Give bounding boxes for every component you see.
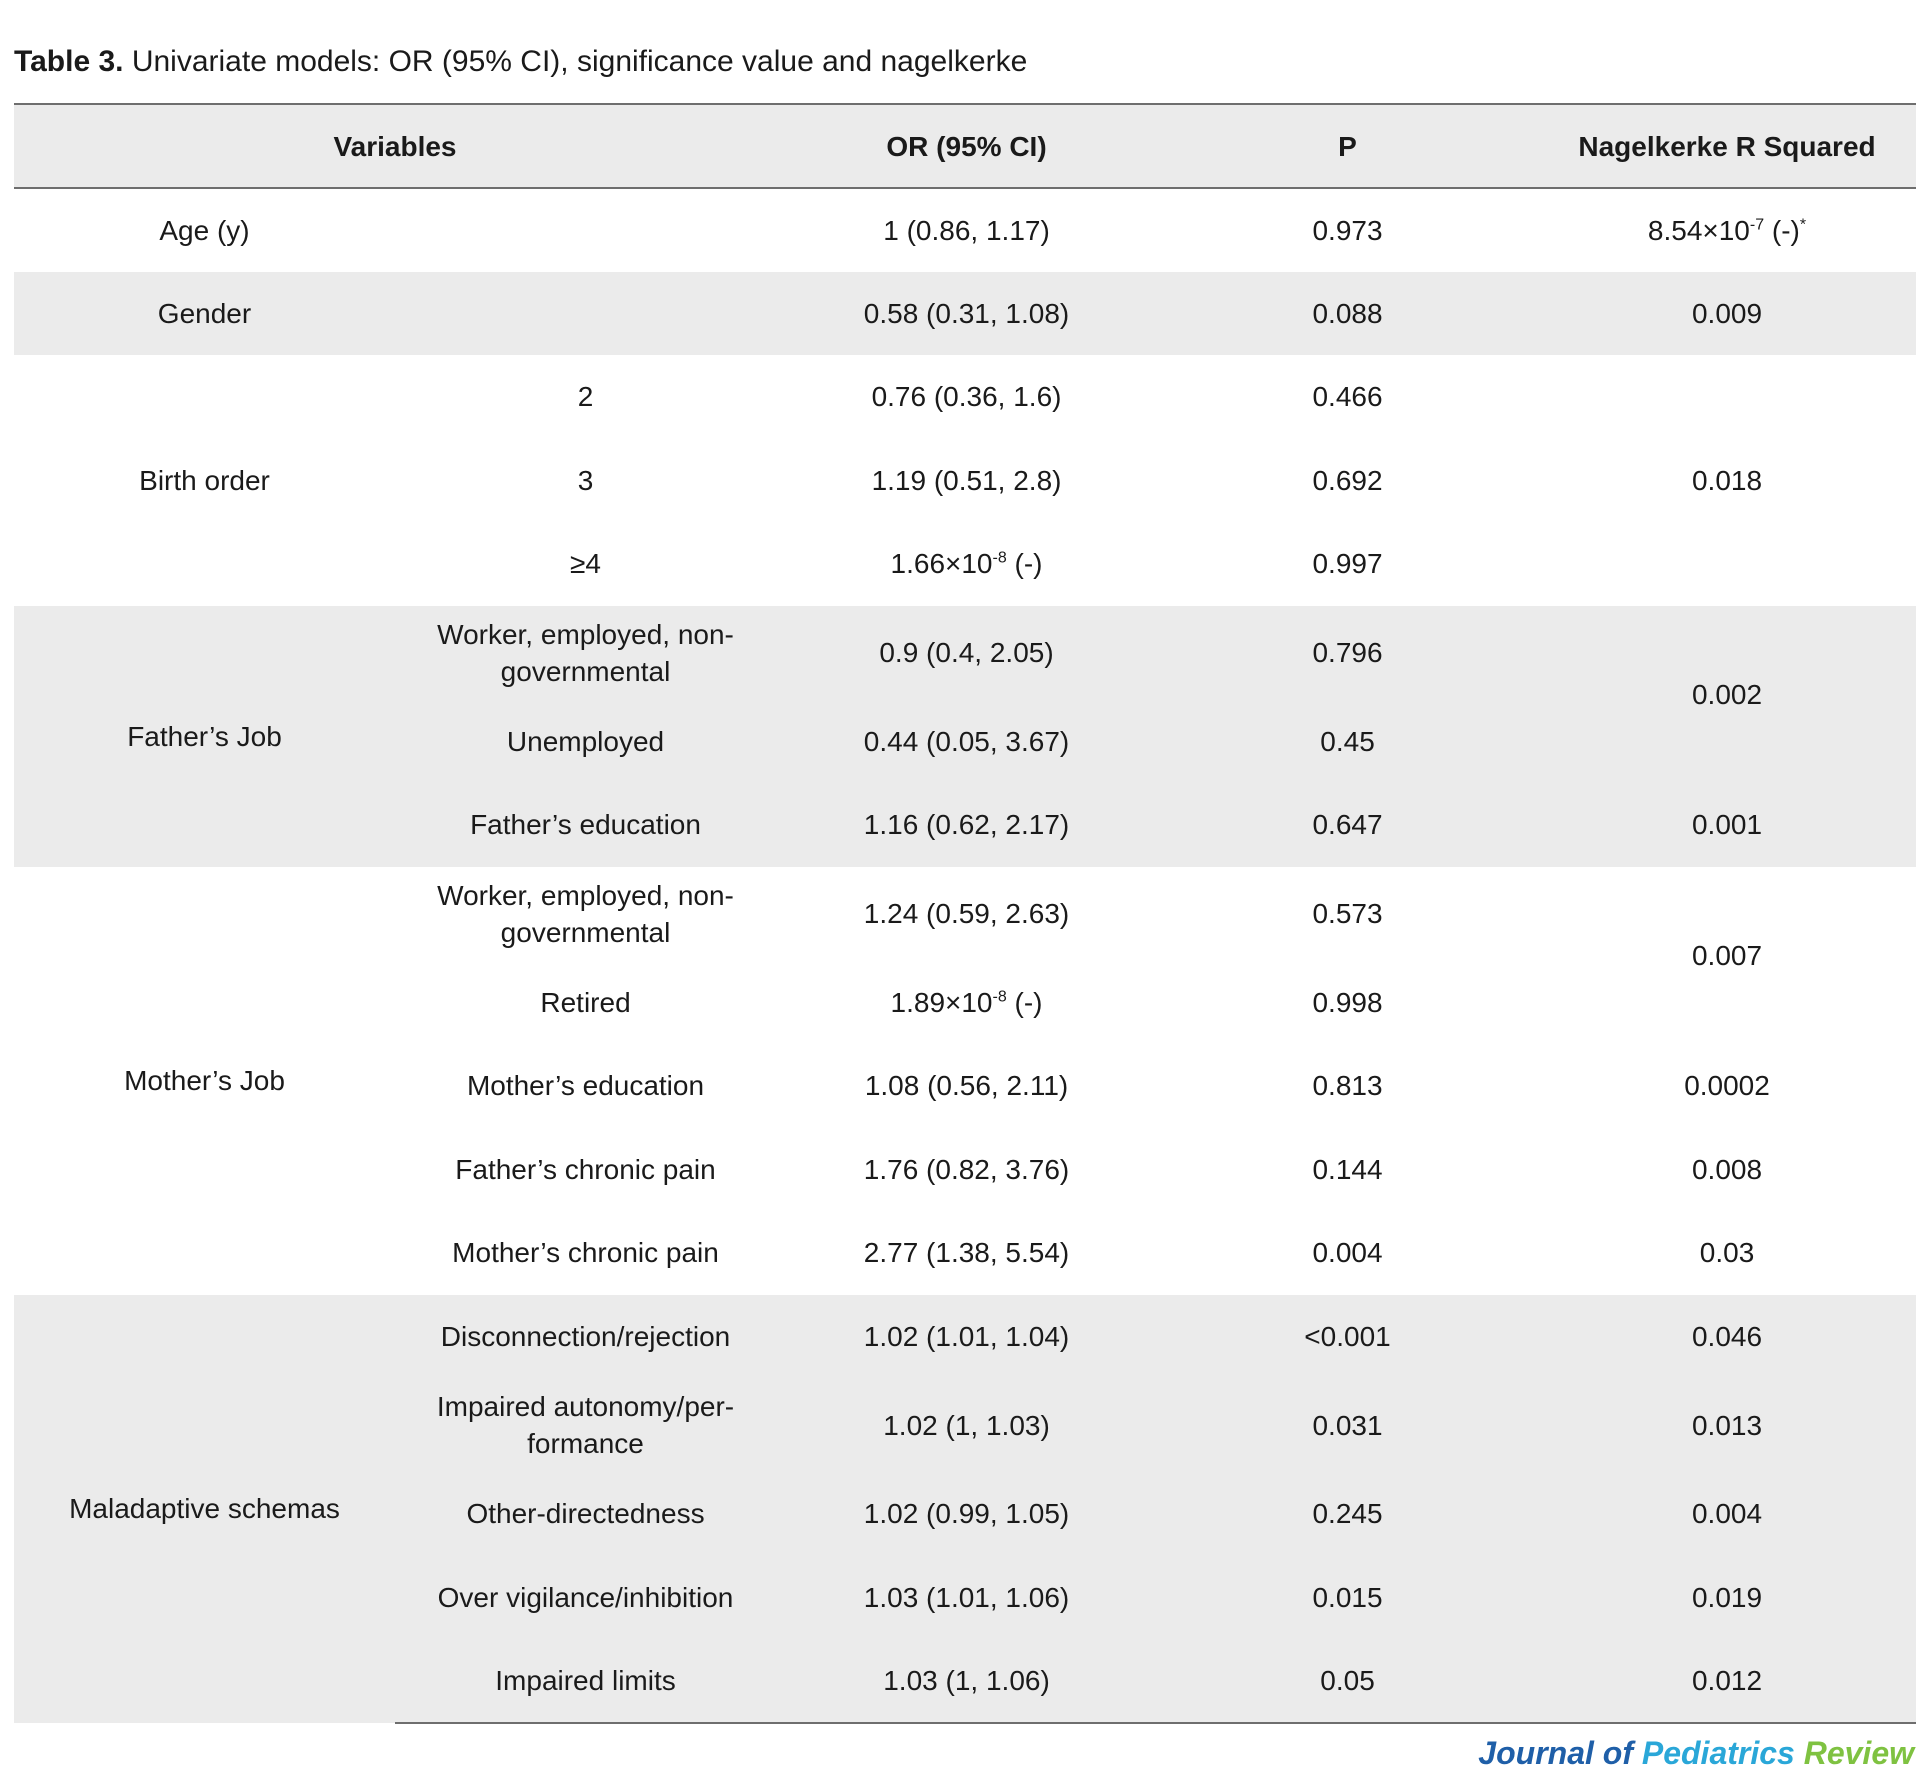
- table-caption: [14, 42, 1027, 82]
- header-p: P: [1157, 104, 1538, 188]
- row-sublabel: Father’s chronic pain: [455, 1153, 716, 1185]
- r2-cell: 0.012: [1538, 1639, 1916, 1723]
- row-sublabel: ≥4: [570, 548, 601, 580]
- or-cell: 0.44 (0.05, 3.67): [863, 725, 1070, 757]
- or-cell: 1 (0.86, 1.17): [883, 214, 1050, 246]
- or-cell: 1.02 (0.99, 1.05): [863, 1498, 1070, 1530]
- p-cell: 0.997: [1312, 548, 1383, 580]
- or-cell: 0.58 (0.31, 1.08): [863, 297, 1070, 329]
- or-cell: 1.24 (0.59, 2.63): [863, 898, 1070, 929]
- p-cell: 0.998: [1312, 986, 1383, 1018]
- p-cell: 0.144: [1312, 1153, 1383, 1185]
- p-cell: 0.245: [1312, 1498, 1383, 1530]
- row-sublabel: 2: [577, 381, 594, 413]
- or-cell: 1.19 (0.51, 2.8): [871, 464, 1062, 496]
- header-or: OR (95% CI): [776, 104, 1157, 188]
- p-cell: 0.45: [1320, 725, 1375, 757]
- or-cell: 1.02 (1.01, 1.04): [863, 1320, 1070, 1352]
- row-sublabel: 3: [577, 464, 594, 496]
- p-cell: 0.466: [1312, 381, 1383, 413]
- r2-cell: $8.54\times 10^{-7}$ (-)*: [1647, 214, 1807, 246]
- table-row: [14, 1295, 1916, 1379]
- table-row: [14, 606, 1916, 700]
- or-cell: $1.89\times 10^{-8}$ (-): [890, 986, 1043, 1018]
- p-cell: 0.573: [1312, 898, 1383, 929]
- journal-logo: Journal of Pediatrics Review: [1478, 1735, 1914, 1771]
- row-sublabel: Impaired limits: [395, 1639, 776, 1723]
- p-cell: 0.015: [1312, 1581, 1383, 1613]
- or-cell: 2.77 (1.38, 5.54): [863, 1237, 1070, 1269]
- row-sublabel: Impaired autonomy/per-formance: [436, 1391, 735, 1459]
- r2-cell: 0.008: [1691, 1153, 1763, 1185]
- row-label: Birth order: [139, 464, 270, 496]
- r2-cell: 0.0002: [1684, 1070, 1770, 1102]
- or-cell: 1.02 (1, 1.03): [883, 1409, 1050, 1441]
- row-sublabel: Other-directedness: [466, 1498, 705, 1530]
- row-sublabel: Father’s education: [470, 809, 701, 841]
- row-sublabel: Over vigilance/inhibition: [437, 1581, 734, 1613]
- p-cell: 0.004: [1312, 1237, 1383, 1269]
- p-cell: <0.001: [1304, 1320, 1391, 1352]
- row-label: Age (y): [159, 214, 250, 246]
- r2-cell: 0.009: [1691, 297, 1763, 329]
- or-cell: $1.66\times 10^{-8}$ (-): [890, 548, 1043, 580]
- or-cell: 1.08 (0.56, 2.11): [864, 1070, 1069, 1102]
- r2-cell: 0.046: [1691, 1320, 1763, 1352]
- table-row: [14, 272, 1916, 356]
- table-row: [14, 188, 1916, 272]
- r2-cell: 0.03: [1699, 1237, 1755, 1269]
- row-sublabel: [395, 188, 776, 272]
- p-cell: 0.05: [1157, 1639, 1538, 1723]
- results-table: [14, 103, 1916, 1724]
- p-cell: 0.692: [1312, 464, 1383, 496]
- r2-cell: 0.004: [1691, 1498, 1763, 1530]
- row-sublabel: Worker, employed, non-governmental: [437, 879, 734, 948]
- row-label: Maladaptive schemas: [69, 1493, 340, 1524]
- or-cell: 1.03 (1, 1.06): [776, 1639, 1157, 1723]
- row-sublabel: Mother’s chronic pain: [452, 1237, 719, 1269]
- or-cell: 1.76 (0.82, 3.76): [863, 1153, 1070, 1185]
- row-sublabel: Disconnection/rejection: [440, 1320, 731, 1352]
- header-variables: Variables: [14, 104, 776, 188]
- p-cell: 0.031: [1312, 1409, 1383, 1441]
- header-row: [14, 104, 1916, 188]
- row-sublabel: Unemployed: [506, 725, 665, 757]
- r2-cell: 0.019: [1691, 1581, 1763, 1613]
- or-cell: 0.9 (0.4, 2.05): [879, 637, 1054, 668]
- row-label: Mother’s Job: [124, 1065, 285, 1096]
- r2-cell: 0.001: [1691, 809, 1763, 841]
- row-sublabel: Worker, employed, non-governmental: [437, 618, 734, 687]
- p-cell: 0.647: [1312, 809, 1383, 841]
- table-row: [14, 867, 1916, 961]
- table-title: Univariate models: OR (95% CI), significance value and nagelkerke: [131, 45, 1028, 78]
- r2-cell: 0.013: [1691, 1409, 1763, 1441]
- p-cell: 0.973: [1312, 214, 1383, 246]
- table-row: [14, 355, 1916, 439]
- row-sublabel: Mother’s education: [466, 1070, 705, 1102]
- r2-cell: 0.007: [1691, 939, 1763, 971]
- table-label: Table 3.: [14, 45, 124, 78]
- row-label: Father’s Job: [127, 720, 282, 752]
- p-cell: 0.088: [1312, 297, 1383, 329]
- or-cell: 0.76 (0.36, 1.6): [871, 381, 1062, 413]
- p-cell: 0.813: [1312, 1070, 1383, 1102]
- r2-cell: 0.018: [1691, 464, 1763, 496]
- row-label: Gender: [157, 297, 252, 329]
- header-r2: Nagelkerke R Squared: [1538, 104, 1916, 188]
- or-cell: 1.16 (0.62, 2.17): [863, 809, 1070, 841]
- row-sublabel: [395, 272, 776, 356]
- row-sublabel: Retired: [540, 986, 631, 1018]
- p-cell: 0.796: [1312, 637, 1383, 668]
- or-cell: 1.03 (1.01, 1.06): [863, 1581, 1070, 1613]
- r2-cell: 0.002: [1691, 678, 1763, 710]
